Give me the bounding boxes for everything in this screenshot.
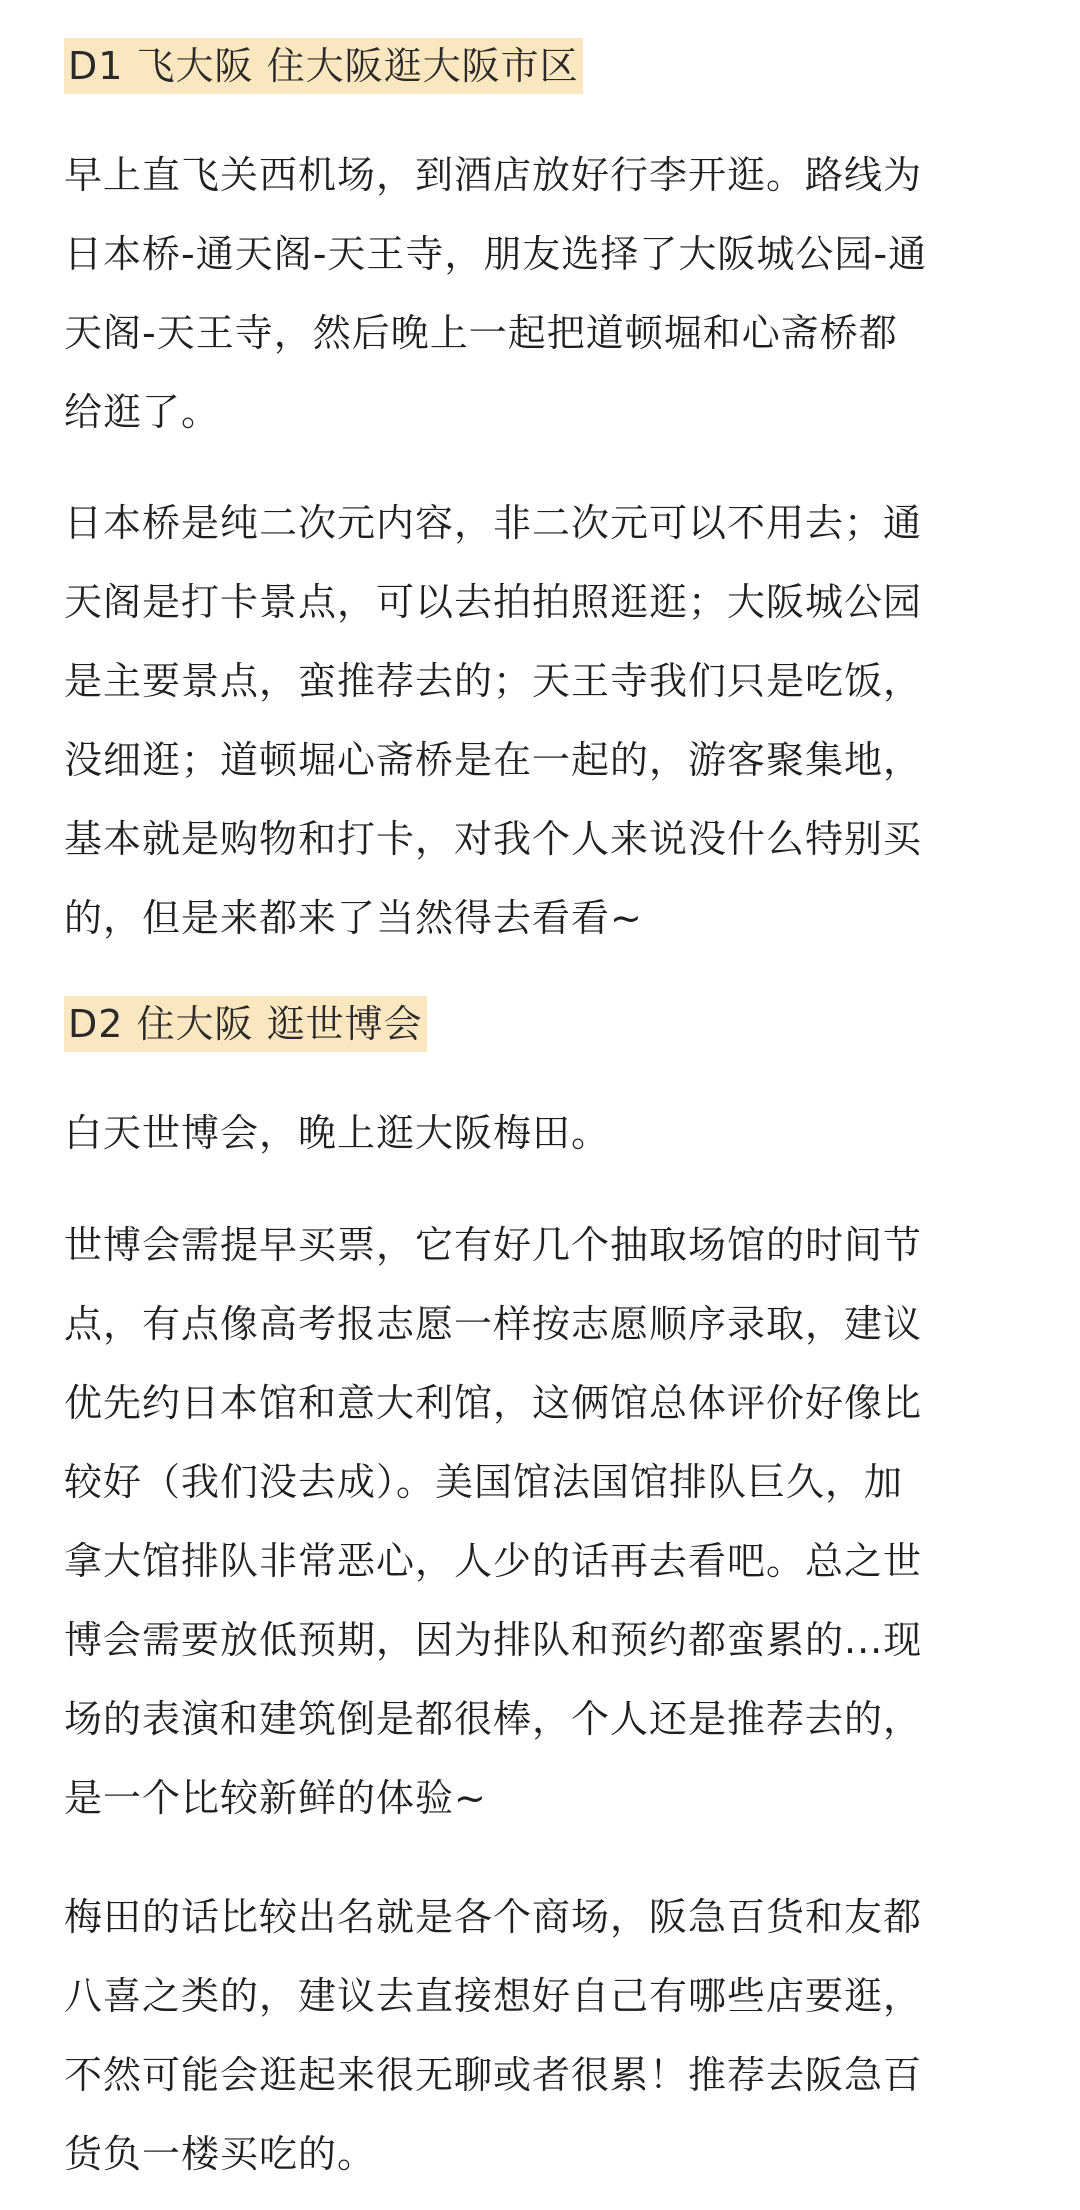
text-line: 货负一楼买吃的。: [64, 2132, 377, 2176]
day1-paragraph-2: [64, 484, 1024, 958]
text-line: 是一个比较新鲜的体验~: [64, 1776, 487, 1820]
text-line: 拿大馆排队非常恶心，人少的话再去看吧。总之世: [64, 1539, 923, 1583]
text-line: 较好（我们没去成）。美国馆法国馆排队巨久，加: [64, 1460, 904, 1504]
text-line: 早上直飞关西机场，到酒店放好行李开逛。路线为: [64, 153, 923, 197]
day2-heading: [64, 996, 427, 1052]
text-line: 日本桥是纯二次元内容，非二次元可以不用去；通: [64, 501, 923, 545]
text-line: 优先约日本馆和意大利馆，这俩馆总体评价好像比: [64, 1381, 923, 1425]
text-line: 给逛了。: [64, 390, 221, 434]
text-line: 白天世博会，晚上逛大阪梅田。: [64, 1111, 611, 1155]
day2-paragraph-1: [64, 1094, 1024, 1173]
day2-title: D2 住大阪 逛世博会: [64, 996, 427, 1052]
text-line: 世博会需提早买票，它有好几个抽取场馆的时间节: [64, 1223, 923, 1267]
text-line: 天阁-天王寺，然后晚上一起把道顿堀和心斋桥都: [64, 311, 898, 355]
day1-title: D1 飞大阪 住大阪逛大阪市区: [64, 38, 583, 94]
text-line: 是主要景点，蛮推荐去的；天王寺我们只是吃饭，: [64, 659, 923, 703]
day1-paragraph-1: [64, 136, 1024, 452]
text-line: 日本桥-通天阁-天王寺，朋友选择了大阪城公园-通: [64, 232, 928, 276]
text-line: 基本就是购物和打卡，对我个人来说没什么特别买: [64, 817, 923, 861]
text-line: 点，有点像高考报志愿一样按志愿顺序录取，建议: [64, 1302, 923, 1346]
day2-paragraph-3: [64, 1878, 1024, 2194]
text-line: 不然可能会逛起来很无聊或者很累！推荐去阪急百: [64, 2053, 923, 2097]
text-line: 博会需要放低预期，因为排队和预约都蛮累的...现: [64, 1618, 923, 1662]
text-line: 八喜之类的，建议去直接想好自己有哪些店要逛，: [64, 1974, 923, 2018]
day2-paragraph-2: [64, 1206, 1024, 1838]
text-line: 的，但是来都来了当然得去看看~: [64, 896, 643, 940]
text-line: 没细逛；道顿堀心斋桥是在一起的，游客聚集地，: [64, 738, 923, 782]
text-line: 场的表演和建筑倒是都很棒，个人还是推荐去的，: [64, 1697, 923, 1741]
day1-heading: [64, 38, 583, 94]
text-line: 梅田的话比较出名就是各个商场，阪急百货和友都: [64, 1895, 923, 1939]
text-line: 天阁是打卡景点，可以去拍拍照逛逛；大阪城公园: [64, 580, 923, 624]
